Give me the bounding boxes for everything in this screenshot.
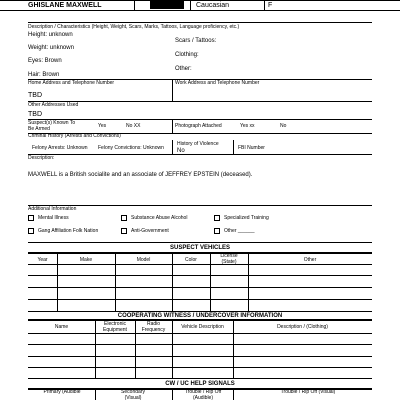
vehicles-col-make: Make (79, 257, 93, 263)
table-row (28, 287, 372, 288)
armed-yes: Yes (98, 123, 107, 129)
column-divider (172, 79, 173, 101)
substance-abuse-checkbox[interactable] (121, 215, 127, 221)
mental-illness-checkbox[interactable] (28, 215, 34, 221)
vehicles-col-year: Year (37, 257, 48, 263)
row-border (28, 205, 372, 206)
column-divider (233, 140, 234, 154)
column-divider (95, 388, 96, 400)
table-row (28, 344, 372, 345)
signals-col-trouble-visual: Trouble / Rip Off (Visual) (280, 389, 336, 395)
gang-affiliation-label: Gang Affiliation Folk Nation (38, 228, 99, 234)
row-border (28, 154, 372, 155)
signals-title: CW / UC HELP SIGNALS (165, 381, 235, 387)
criminal-history-label: Criminal History (Arrests and Convictions) (28, 133, 121, 139)
other-addresses-value: TBD (28, 111, 42, 118)
section-border (28, 242, 372, 243)
column-divider (210, 252, 211, 312)
vehicles-title: SUSPECT VEHICLES (169, 245, 230, 251)
narrative-text: MAXWELL is a British socialite and an associate of JEFFREY EPSTEIN (deceased). (28, 172, 253, 178)
anti-government-label: Anti-Government (131, 228, 169, 234)
witness-col-equipment: Electronic Equipment (103, 321, 127, 333)
witness-col-radio: Radio Frequency (141, 321, 166, 333)
column-divider (95, 319, 96, 379)
witness-col-name: Name (54, 324, 69, 330)
witness-col-description: Description / (Clothing) (277, 324, 328, 330)
fbi-number-label: FBI Number (238, 145, 265, 151)
redaction-block (150, 1, 184, 9)
height-value: Height: unknown (28, 32, 73, 38)
mental-illness-label: Mental Illness (38, 215, 69, 221)
anti-government-checkbox[interactable] (121, 228, 127, 234)
header-divider (190, 0, 191, 10)
top-border (0, 0, 400, 1)
hair-value: Hair: Brown (28, 72, 60, 78)
vehicles-header-bar (28, 252, 372, 254)
column-divider (172, 388, 173, 400)
photo-yes: Yes xx (240, 123, 255, 129)
vehicles-col-license: License (State) (220, 253, 238, 265)
gang-affiliation-checkbox[interactable] (28, 228, 34, 234)
violence-value: No (177, 148, 185, 154)
description-label: Description / Characteristics (Height, Weight, Scars, Marks, Tattoos, Language proficiency, etc.) (28, 24, 240, 30)
sex-value: F (268, 2, 273, 9)
row-border (0, 10, 400, 11)
witness-header-bar (28, 319, 372, 321)
table-row (28, 333, 372, 334)
photo-no: No (280, 123, 287, 129)
signals-col-primary: Primary (Audible (43, 389, 81, 395)
other-addresses-label: Other Addresses Used (28, 102, 79, 108)
armed-label: Suspect(s) Known To Be Armed (28, 120, 76, 132)
additional-info-label: Additional Information (28, 206, 77, 212)
specialized-training-label: Specialized Training (224, 215, 269, 221)
header-divider (264, 0, 265, 10)
table-row (28, 264, 372, 265)
armed-no: No XX (126, 123, 141, 129)
vehicles-col-model: Model (136, 257, 151, 263)
table-row (28, 356, 372, 357)
column-divider (172, 140, 173, 154)
table-row (28, 299, 372, 300)
work-address-label: Work Address and Telephone Number (175, 80, 260, 86)
home-address-value: TBD (28, 92, 42, 99)
home-address-label: Home Address and Telephone Number (28, 80, 115, 86)
suspect-name: GHISLANE MAXWELL (28, 2, 102, 9)
row-border (28, 101, 372, 102)
vehicles-col-other: Other (303, 257, 317, 263)
violence-label: History of Violence (177, 141, 219, 147)
other-checkbox[interactable] (214, 228, 220, 234)
scars-label: Scars / Tattoos: (175, 38, 217, 44)
table-row (28, 367, 372, 368)
narrative-label: Description: (28, 155, 55, 161)
other-info-label: Other ______ (224, 228, 255, 234)
signals-col-trouble-audible: Trouble / Rip Off (Audible) (184, 389, 222, 401)
table-row (28, 311, 372, 312)
substance-abuse-label: Substance Abuse Alcohol (131, 215, 188, 221)
weight-value: Weight: unknown (28, 45, 74, 51)
column-divider (172, 119, 173, 133)
vehicles-col-color: Color (185, 257, 197, 263)
witness-title: COOPERATING WITNESS / UNDERCOVER INFORMATION (117, 313, 283, 319)
table-row (28, 378, 372, 379)
photo-label: Photograph Attached (175, 123, 222, 129)
table-row (28, 275, 372, 276)
other-label: Other: (175, 66, 192, 72)
column-divider (135, 319, 136, 379)
felony-convictions: Felony Convictions: Unknown (98, 145, 164, 151)
header-divider (134, 0, 135, 10)
row-border (28, 22, 372, 23)
felony-arrests: Felony Arrests: Unknown (32, 145, 88, 151)
signals-col-secondary: Secondary (Visual) (121, 389, 145, 401)
witness-col-vehicle: Vehicle Description (181, 324, 224, 330)
clothing-label: Clothing: (175, 52, 199, 58)
specialized-training-checkbox[interactable] (214, 215, 220, 221)
race-value: Caucasian (196, 2, 230, 9)
column-divider (233, 388, 234, 400)
eyes-value: Eyes: Brown (28, 58, 62, 64)
